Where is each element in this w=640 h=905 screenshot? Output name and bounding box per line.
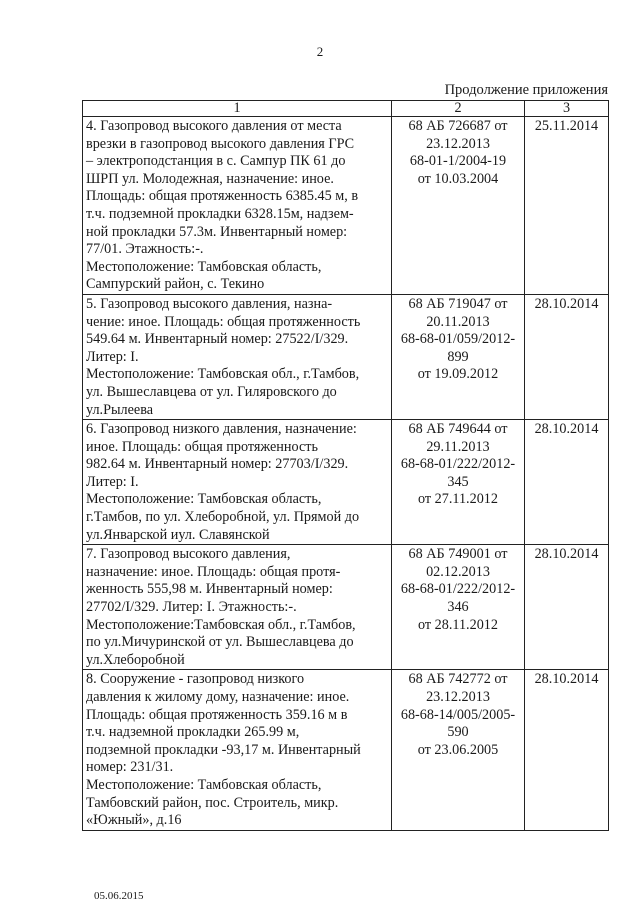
- description-line: 7. Газопровод высокого давления,: [86, 546, 291, 563]
- description-line: Площадь: общая протяженность 359.16 м в: [86, 706, 348, 723]
- object-description-cell: [83, 670, 392, 830]
- continuation-label: Продолжение приложения: [444, 82, 608, 98]
- table-row: [83, 294, 609, 419]
- registration-line: 345: [447, 473, 469, 490]
- registration-line: 68 АБ 719047 от: [408, 295, 508, 312]
- description-line: т.ч. надземной прокладки 265.99 м,: [86, 724, 300, 741]
- object-description-cell: [83, 545, 392, 670]
- registration-line: 68 АБ 749644 от: [408, 421, 508, 438]
- description-line: 6. Газопровод низкого давления, назначение:: [86, 421, 357, 438]
- registration-line: 68-68-01/222/2012-: [400, 581, 516, 598]
- description-line: Площадь: общая протяженность 6385.45 м, в: [86, 188, 359, 205]
- column-header: 3: [525, 101, 609, 117]
- page-number: 2: [316, 44, 324, 59]
- description-line: подземной прокладки -93,17 м. Инвентарный: [86, 741, 361, 758]
- description-line: Местоположение: Тамбовская обл., г.Тамбов,: [86, 366, 360, 383]
- registration-cell: [392, 545, 525, 670]
- registration-line: 346: [447, 599, 469, 616]
- table-row: [83, 420, 609, 545]
- description-line: Литер: I.: [86, 348, 139, 365]
- description-line: 77/01. Этажность:-.: [86, 241, 204, 258]
- registration-line: 20.11.2013: [426, 313, 490, 330]
- description-line: Сампурский район, с. Текино: [86, 276, 265, 293]
- description-line: ной прокладки 57.3м. Инвентарный номер:: [86, 223, 348, 240]
- description-line: давления к жилому дому, назначение: иное.: [86, 689, 350, 705]
- registration-line: 29.11.2013: [426, 438, 490, 455]
- description-line: по ул.Мичуринской от ул. Вышеславцева до: [86, 634, 354, 651]
- description-line: Тамбовский район, пос. Строитель, микр.: [86, 794, 339, 811]
- registration-line: от 23.06.2005: [417, 741, 499, 758]
- registration-line: от 10.03.2004: [417, 170, 499, 187]
- date-cell: 28.10.2014: [525, 545, 609, 670]
- registration-line: 590: [447, 724, 469, 741]
- date-cell: 28.10.2014: [525, 420, 609, 545]
- description-line: ул.Хлеборобной: [86, 651, 185, 668]
- description-line: Местоположение: Тамбовская область,: [86, 776, 322, 793]
- date-cell: 28.10.2014: [525, 294, 609, 419]
- table-header-row: [83, 101, 609, 117]
- table-row: [83, 545, 609, 670]
- object-description-cell: [83, 420, 392, 545]
- registration-line: 68 АБ 742772 от: [408, 671, 508, 688]
- registration-cell: [392, 670, 525, 830]
- registration-line: от 27.11.2012: [418, 491, 498, 508]
- description-line: Местоположение: Тамбовская область,: [86, 491, 322, 508]
- description-line: 549.64 м. Инвентарный номер: 27522/I/329.: [86, 331, 349, 348]
- description-line: 8. Сооружение - газопровод низкого: [86, 671, 305, 688]
- registration-line: 68-01-1/2004-19: [409, 153, 507, 170]
- footer-date: 05.06.2015: [94, 890, 144, 902]
- description-line: – электроподстанция в с. Сампур ПК 61 до: [86, 153, 346, 170]
- table-row: [83, 117, 609, 295]
- registration-line: 02.12.2013: [426, 563, 490, 580]
- description-line: Местоположение:Тамбовская обл., г.Тамбов,: [86, 616, 356, 633]
- description-line: номер: 231/31.: [86, 759, 174, 776]
- registration-line: от 19.09.2012: [417, 366, 499, 383]
- column-header: 2: [392, 101, 525, 117]
- description-line: 982.64 м. Инвентарный номер: 27703/I/329.: [86, 456, 349, 473]
- table-row: [83, 670, 609, 830]
- registration-line: 23.12.2013: [426, 135, 490, 152]
- date-cell: 28.10.2014: [525, 670, 609, 830]
- registration-line: 899: [447, 348, 469, 365]
- object-description-cell: [83, 294, 392, 419]
- registration-line: 23.12.2013: [426, 689, 490, 705]
- registration-cell: [392, 294, 525, 419]
- registration-line: 68-68-01/059/2012-: [400, 331, 516, 348]
- description-line: 27702/I/329. Литер: I. Этажность:-.: [86, 599, 297, 616]
- column-header: 1: [83, 101, 392, 117]
- appendix-table: [82, 100, 609, 831]
- description-line: Литер: I.: [86, 473, 139, 490]
- description-line: т.ч. подземной прокладки 6328.15м, надзем-: [86, 205, 354, 222]
- description-line: г.Тамбов, по ул. Хлеборобной, ул. Прямой до: [86, 509, 360, 526]
- registration-line: 68-68-14/005/2005-: [400, 706, 516, 723]
- registration-line: 68 АБ 749001 от: [408, 546, 508, 563]
- description-line: «Южный», д.16: [86, 812, 182, 829]
- description-line: назначение: иное. Площадь: общая протя-: [86, 563, 341, 580]
- description-line: иное. Площадь: общая протяженность: [86, 438, 318, 455]
- registration-line: 68 АБ 726687 от: [408, 118, 508, 134]
- registration-cell: [392, 117, 525, 295]
- registration-cell: [392, 420, 525, 545]
- description-line: врезки в газопровод высокого давления ГРС: [86, 135, 355, 152]
- description-line: женность 555,98 м. Инвентарный номер:: [86, 581, 333, 598]
- description-line: Местоположение: Тамбовская область,: [86, 258, 322, 275]
- description-line: ул. Вышеславцева от ул. Гиляровского до: [86, 383, 337, 400]
- date-cell: 25.11.2014: [525, 117, 609, 295]
- description-line: чение: иное. Площадь: общая протяженность: [86, 313, 361, 330]
- description-line: 4. Газопровод высокого давления от места: [86, 118, 342, 134]
- registration-line: 68-68-01/222/2012-: [400, 456, 516, 473]
- object-description-cell: [83, 117, 392, 295]
- registration-line: от 28.11.2012: [418, 616, 498, 633]
- description-line: 5. Газопровод высокого давления, назна-: [86, 295, 333, 312]
- description-line: ШРП ул. Молодежная, назначение: иное.: [86, 170, 334, 187]
- description-line: ул.Январской иул. Славянской: [86, 526, 270, 543]
- description-line: ул.Рылеева: [86, 401, 154, 418]
